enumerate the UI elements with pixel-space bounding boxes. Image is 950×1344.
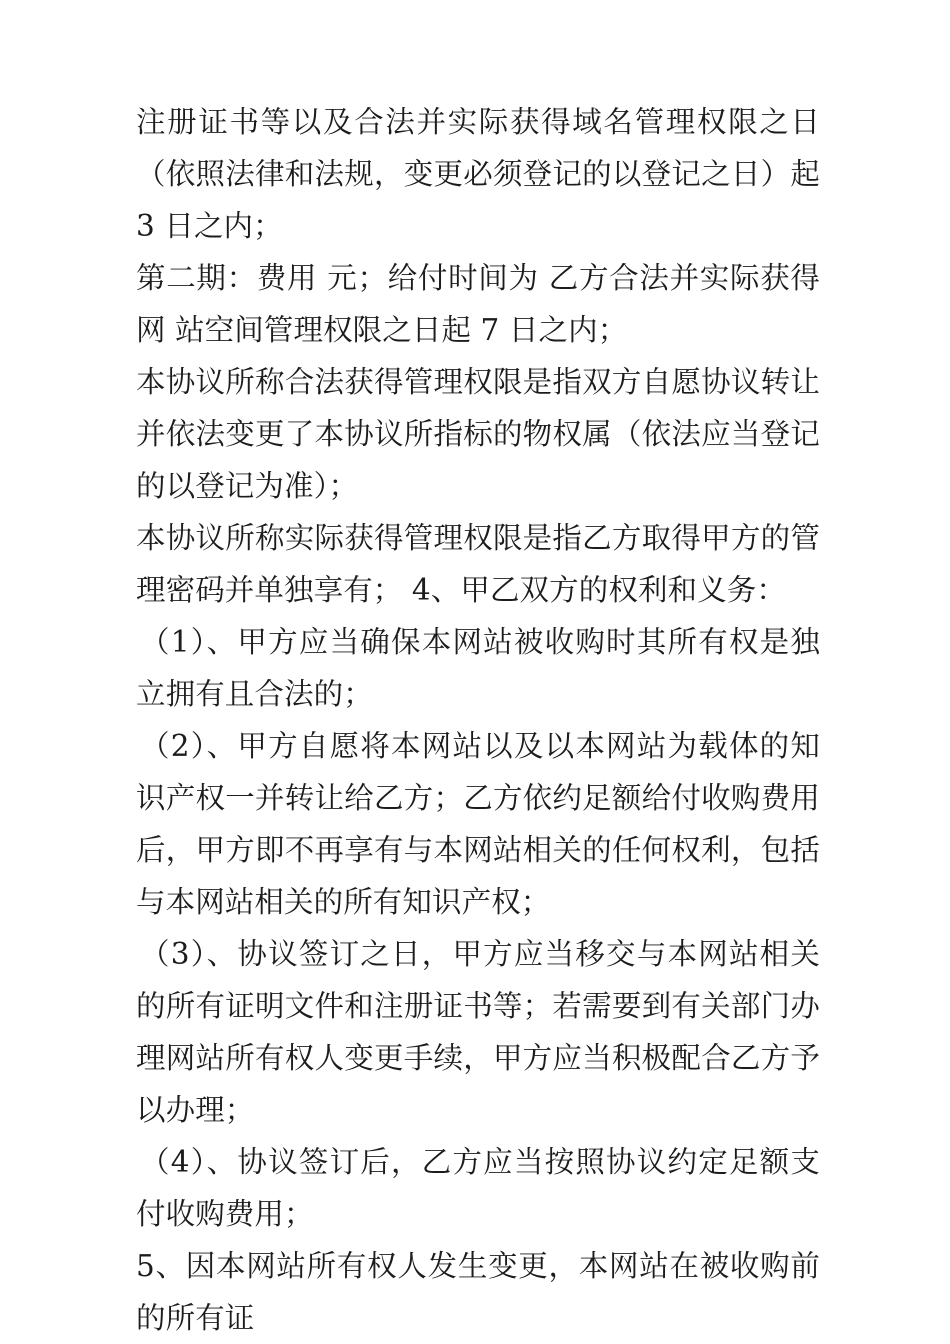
paragraph-p-definition-lawful-control: 本协议所称合法获得管理权限是指双方自愿协议转让并依法变更了本协议所指标的物权属（依法应当登记的以登记为准）； [136,365,820,503]
paragraph-p-item-1: （1）、甲方应当确保本网站被收购时其所有权是独立拥有且合法的； [136,625,820,711]
paragraph-p-item-4: （4）、协议签订后，乙方应当按照协议约定足额支付收购费用； [136,1145,820,1231]
paragraph-p-clause-5: 5、因本网站所有权人发生变更，本网站在被收购前的所有证 [136,1249,820,1335]
paragraph-p-definition-actual-control: 本协议所称实际获得管理权限是指乙方取得甲方的管理密码并单独享有； 4、甲乙双方的权利和义务： [136,521,820,607]
paragraph-p-term-one-deadline: 注册证书等以及合法并实际获得域名管理权限之日（依照法律和法规，变更必须登记的以登记之日）起 3 日之内； [136,105,820,243]
document-text-body [136,96,820,1344]
paragraph-p-term-two-payment: 第二期：费用 元；给付时间为 乙方合法并实际获得网 站空间管理权限之日起 7 日之内； [136,261,820,347]
paragraph-p-item-3: （3）、协议签订之日，甲方应当移交与本网站相关的所有证明文件和注册证书等；若需要到有关部门办理网站所有权人变更手续，甲方应当积极配合乙方予以办理； [136,937,820,1127]
paragraph-p-item-2: （2）、甲方自愿将本网站以及以本网站为载体的知识产权一并转让给乙方；乙方依约足额给付收购费用后，甲方即不再享有与本网站相关的任何权利，包括与本网站相关的所有知识产权； [136,729,820,919]
